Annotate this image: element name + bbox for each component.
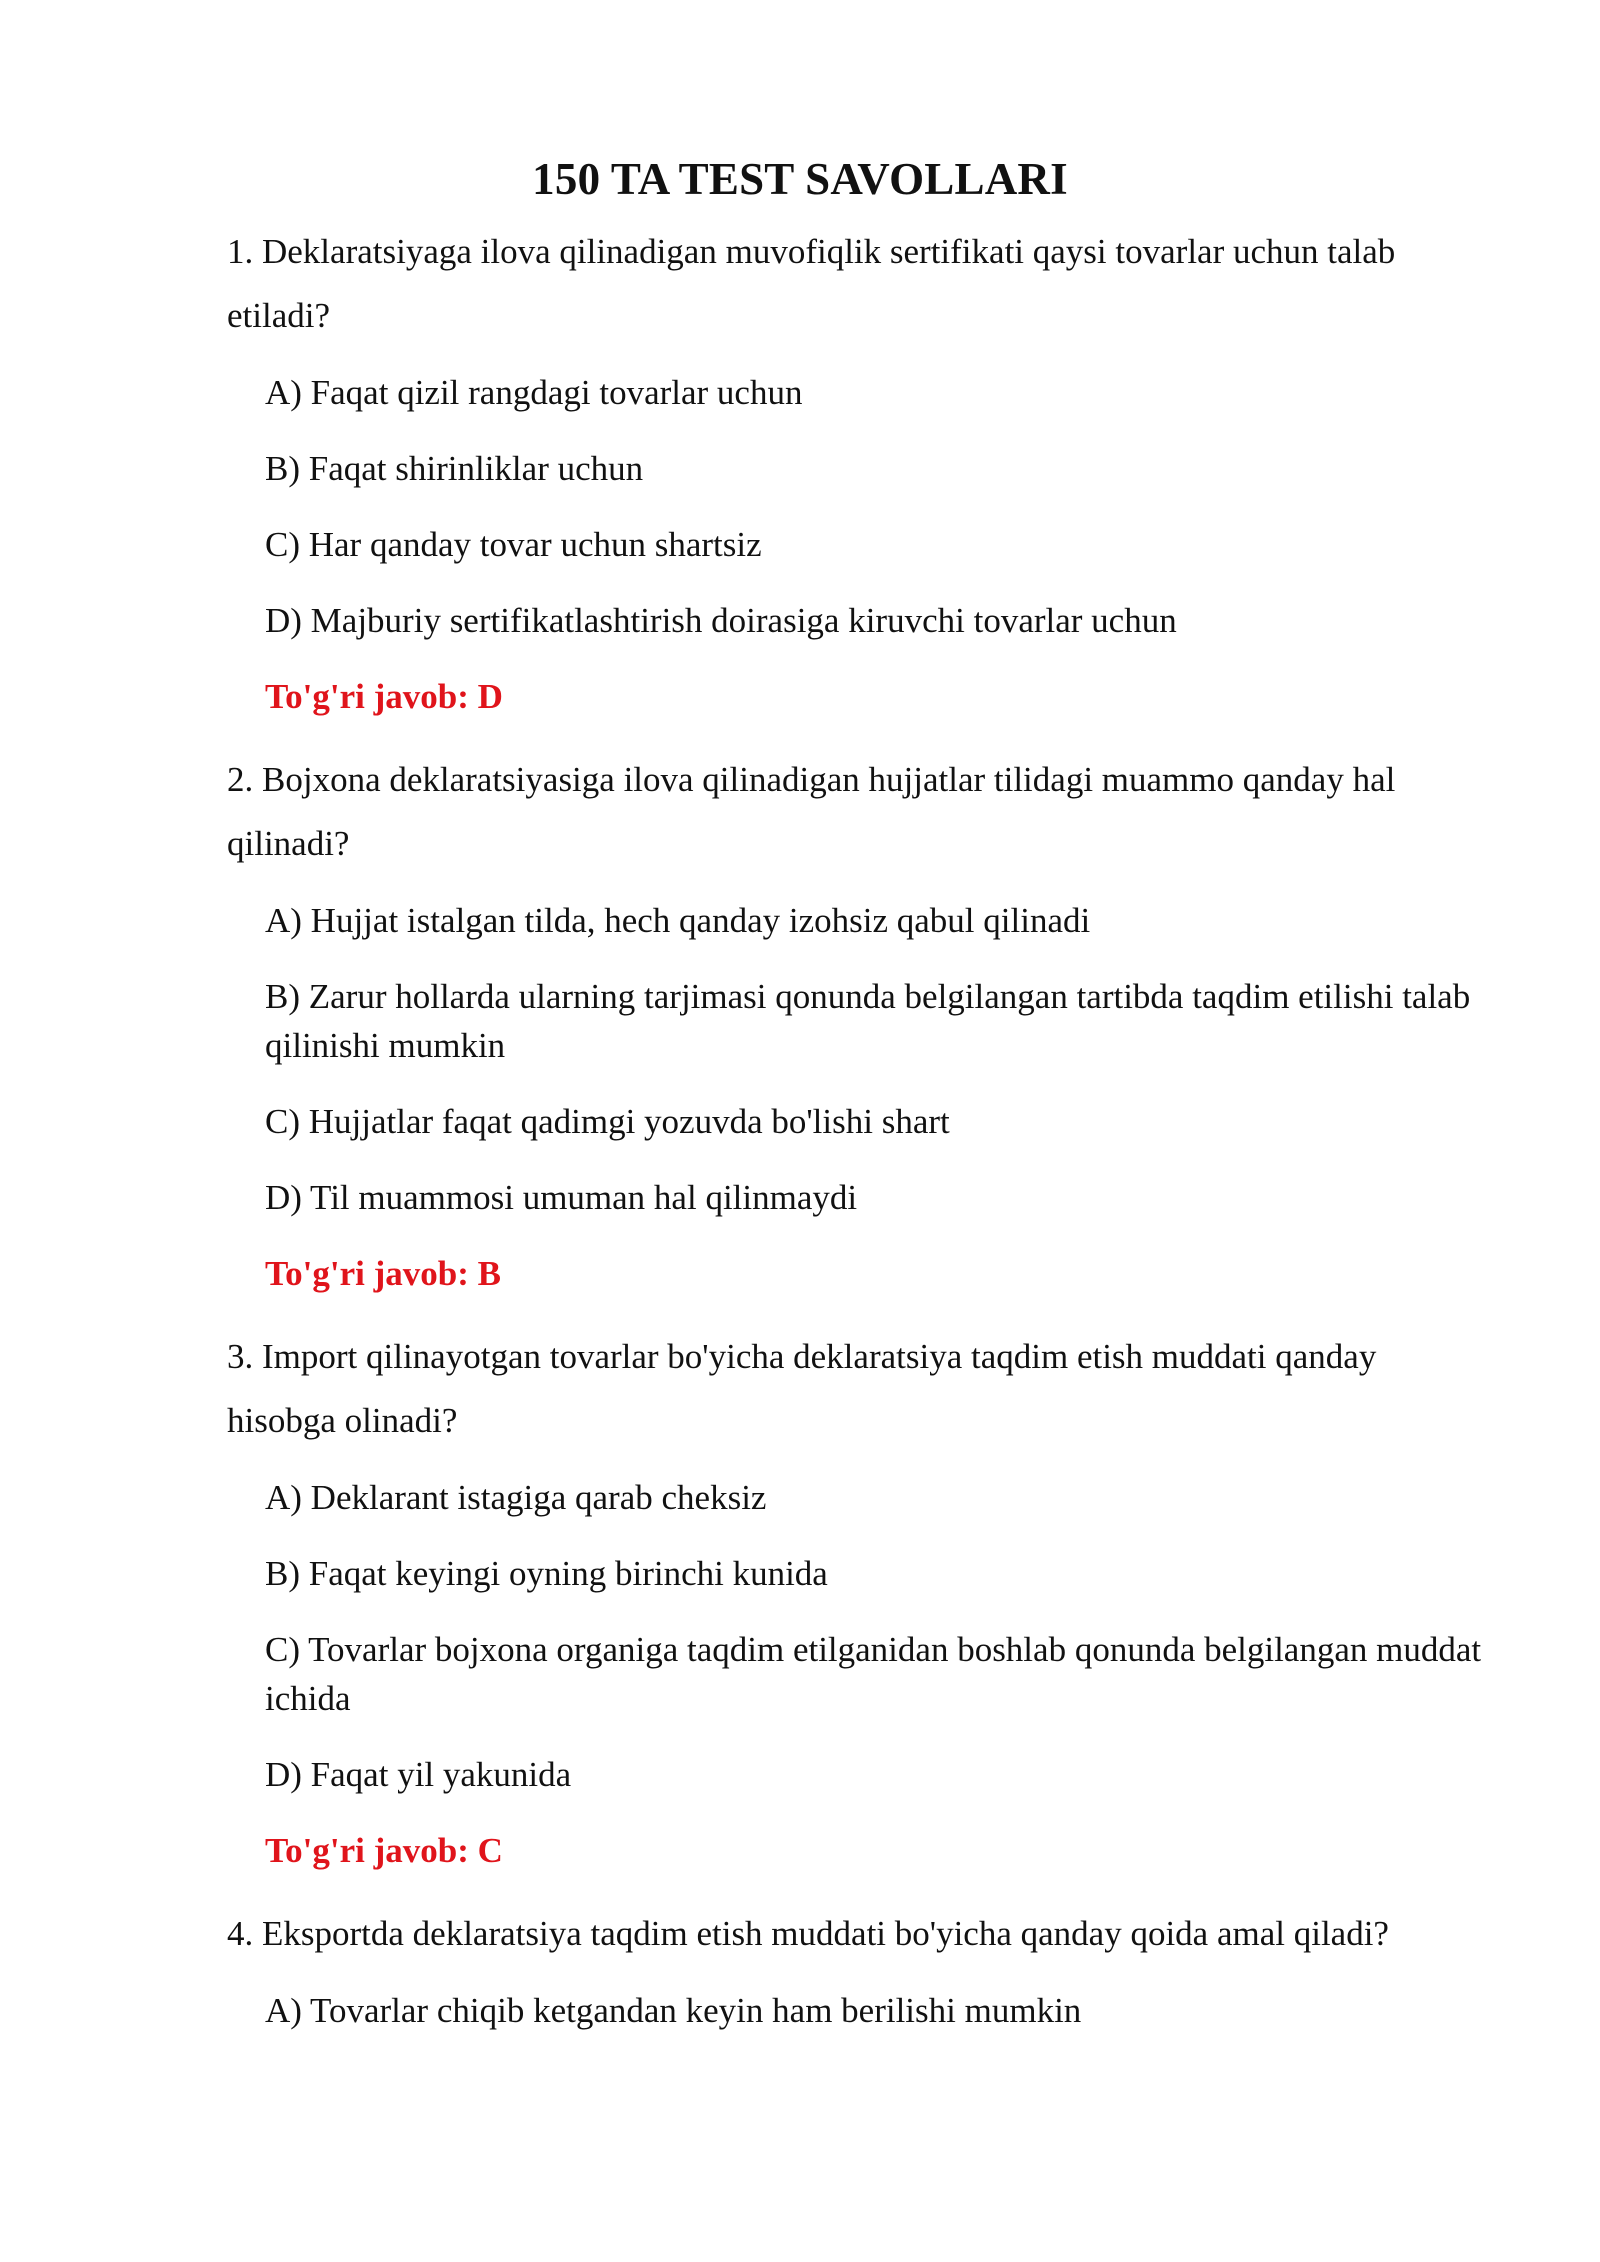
option-c: C) Har qanday tovar uchun shartsiz [265,525,762,564]
question-text: 2. Bojxona deklaratsiyasiga ilova qilinadigan hujjatlar tilidagi muammo qanday hal qilinadi? [227,760,1396,863]
option-a: A) Faqat qizil rangdagi tovarlar uchun [265,373,803,412]
option-d: D) Til muammosi umuman hal qilinmaydi [265,1178,858,1217]
option-b: B) Faqat keyingi oyning birinchi kunida [265,1554,828,1593]
options-list [227,368,1505,645]
options-list [227,896,1505,1222]
question-text: 4. Eksportda deklaratsiya taqdim etish muddati bo'yicha qanday qoida amal qiladi? [227,1914,1389,1953]
correct-answer: To'g'ri javob: D [265,677,503,716]
option-a: A) Deklarant istagiga qarab cheksiz [265,1478,767,1517]
option-b: B) Zarur hollarda ularning tarjimasi qonunda belgilangan tartibda taqdim etilishi talab qilinishi mumkin [265,977,1471,1065]
question-text: 3. Import qilinayotgan tovarlar bo'yicha deklaratsiya taqdim etish muddati qanday hisobga olinadi? [227,1337,1377,1440]
question-block [227,220,1480,721]
option-d: D) Majburiy sertifikatlashtirish doirasiga kiruvchi tovarlar uchun [265,601,1177,640]
page-title: 150 TA TEST SAVOLLARI [532,154,1068,204]
option-b: B) Faqat shirinliklar uchun [265,449,644,488]
question-block [227,1902,1480,2035]
option-a: A) Hujjat istalgan tilda, hech qanday izohsiz qabul qilinadi [265,901,1091,940]
option-c: C) Tovarlar bojxona organiga taqdim etilganidan boshlab qonunda belgilangan muddat ichida [265,1630,1482,1718]
correct-answer: To'g'ri javob: B [265,1254,501,1293]
options-list [227,1986,1505,2035]
option-a: A) Tovarlar chiqib ketgandan keyin ham berilishi mumkin [265,1991,1082,2030]
correct-answer: To'g'ri javob: C [265,1831,503,1870]
question-block [227,748,1480,1298]
question-block [227,1325,1480,1875]
option-c: C) Hujjatlar faqat qadimgi yozuvda bo'lishi shart [265,1102,950,1141]
option-d: D) Faqat yil yakunida [265,1755,572,1794]
question-text: 1. Deklaratsiyaga ilova qilinadigan muvofiqlik sertifikati qaysi tovarlar uchun talab etiladi? [227,232,1396,335]
options-list [227,1473,1505,1799]
